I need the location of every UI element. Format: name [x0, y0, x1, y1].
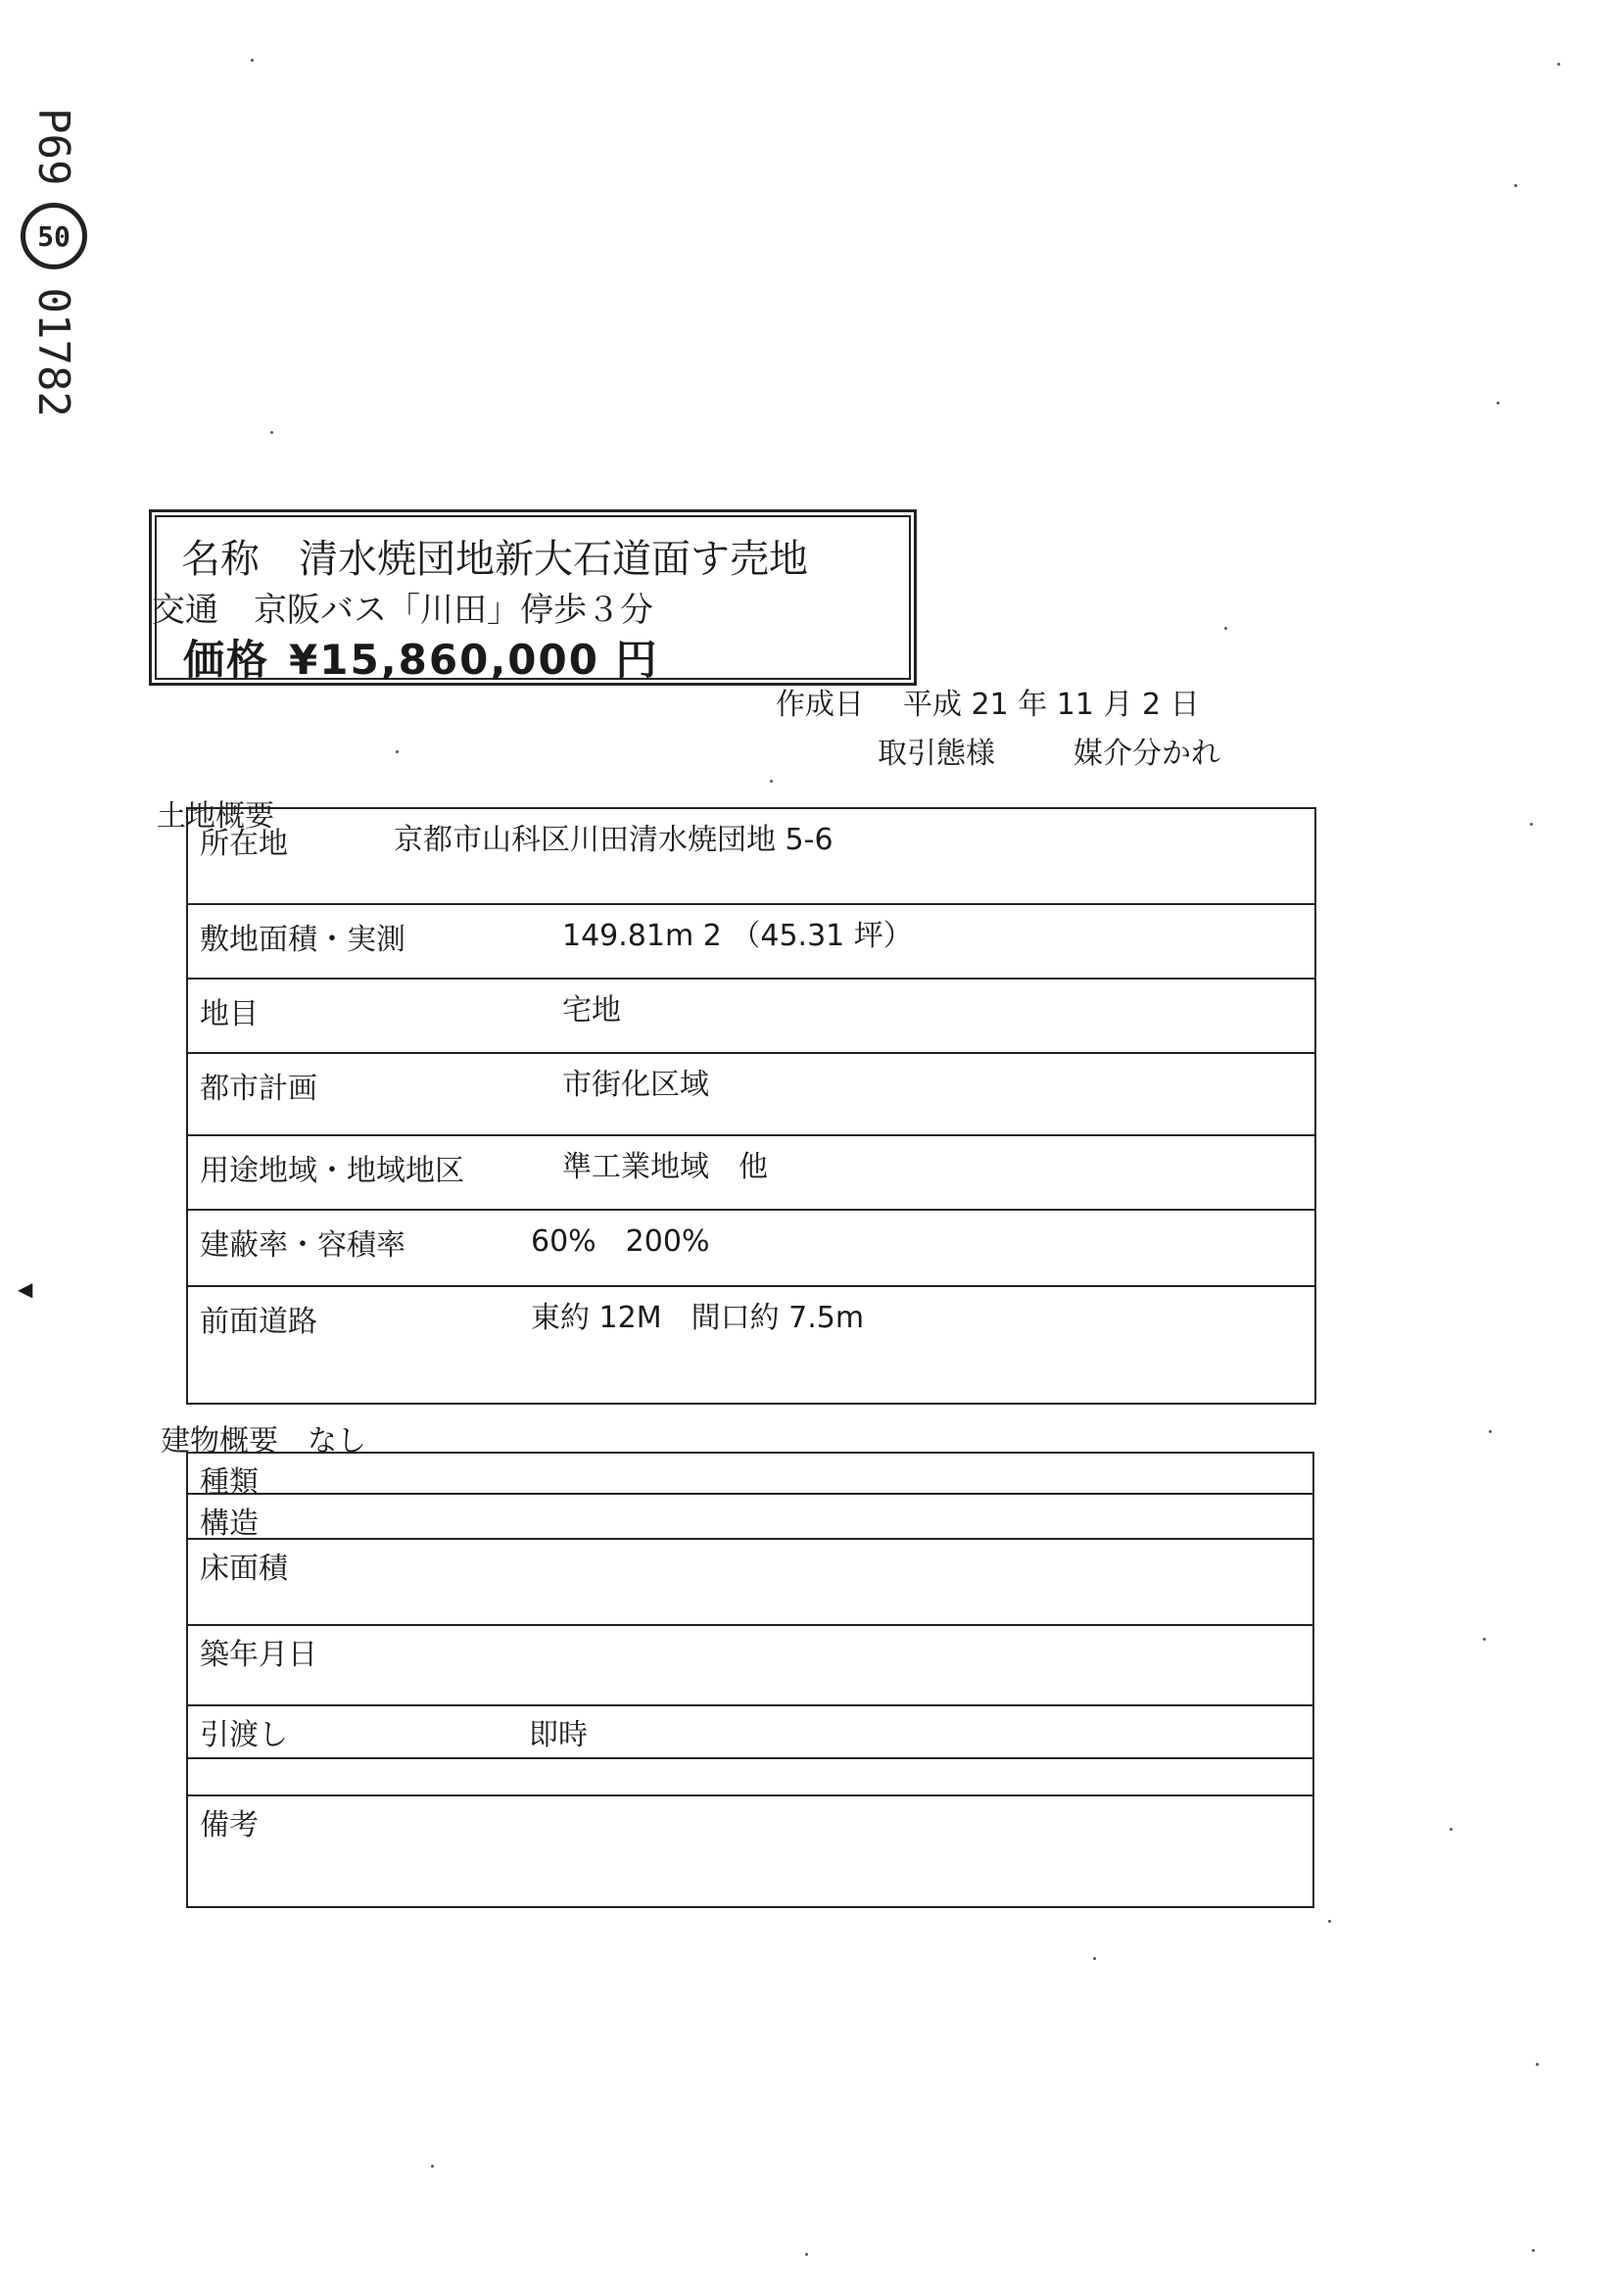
created-date: [776, 680, 1200, 723]
name-value: 清水焼団地新大石道面す売地: [299, 537, 808, 582]
row-value: 60% 200%: [531, 1224, 710, 1259]
scan-speck: [1497, 402, 1500, 405]
row-label: 前面道路: [200, 1305, 317, 1339]
land-row: [187, 904, 1315, 979]
scan-speck: [251, 59, 254, 62]
building-row: [187, 1705, 1313, 1758]
land-row: [187, 1210, 1315, 1286]
scan-speck: [805, 2253, 808, 2256]
row-label: 床面積: [200, 1552, 288, 1586]
building-row: [187, 1539, 1313, 1625]
building-title-value: なし: [308, 1424, 366, 1459]
row-label: 地目: [200, 997, 259, 1031]
land-section-title: 土地概要: [157, 799, 274, 834]
access-line: [152, 583, 653, 631]
price-value: ¥15,860,000 円: [289, 636, 659, 684]
created-value: 平成 21 年 11 月 2 日: [903, 688, 1200, 722]
transaction-type: [878, 729, 1220, 772]
row-value: 市街化区域: [562, 1068, 709, 1102]
scan-speck: [1093, 1957, 1096, 1960]
scan-speck: [1514, 184, 1517, 187]
transaction-value: 媒介分かれ: [1073, 737, 1220, 771]
land-row: [187, 808, 1315, 904]
scan-speck: [1536, 2063, 1539, 2066]
row-value: 準工業地域 他: [562, 1150, 768, 1184]
scan-speck: [770, 780, 773, 783]
row-label: 引渡し: [200, 1718, 288, 1752]
scan-speck: [1450, 1828, 1453, 1831]
row-label: 都市計画: [200, 1072, 317, 1106]
row-label: 構造: [200, 1507, 259, 1541]
created-label: 作成日: [776, 688, 864, 722]
land-row: [187, 979, 1315, 1053]
row-value: 即時: [529, 1718, 588, 1752]
scan-speck: [396, 750, 399, 753]
scan-speck: [270, 431, 273, 434]
scan-speck: [1532, 2249, 1535, 2252]
scan-speck: [431, 2165, 434, 2168]
row-value: 宅地: [562, 993, 621, 1028]
row-value: 東約 12M 間口約 7.5m: [531, 1301, 865, 1335]
property-header-box: [149, 509, 917, 686]
price-label: 価格: [183, 636, 270, 684]
row-label: 建蔽率・容積率: [200, 1228, 405, 1263]
access-label: 交通: [152, 591, 218, 630]
scan-speck: [1224, 627, 1227, 630]
row-label: 所在地: [200, 827, 288, 861]
row-label: 備考: [200, 1808, 259, 1842]
building-title: 建物概要: [161, 1424, 278, 1459]
doc-number-note: 01782: [28, 287, 79, 417]
side-arrow-mark: ◀: [18, 1277, 33, 1301]
row-value: 149.81m 2 （45.31 坪）: [562, 919, 913, 953]
land-row: [187, 1135, 1315, 1210]
land-row: [187, 1286, 1315, 1404]
access-value: 京阪バス「川田」停歩３分: [254, 591, 653, 630]
scan-speck: [1483, 1638, 1486, 1641]
margin-annotation: [10, 98, 98, 549]
building-table: [186, 1452, 1314, 1908]
building-row: [187, 1795, 1313, 1907]
scan-speck: [1328, 1920, 1331, 1923]
row-label: 築年月日: [200, 1638, 317, 1672]
scan-speck: [1530, 823, 1533, 826]
building-row: [187, 1758, 1313, 1795]
land-table: [186, 807, 1316, 1405]
building-row: [187, 1625, 1313, 1705]
circled-number: 50: [21, 203, 87, 269]
row-label: 種類: [200, 1465, 259, 1500]
scan-speck: [1557, 63, 1560, 66]
page-ref-note: P69: [28, 108, 79, 186]
row-value: 京都市山科区川田清水焼団地 5-6: [394, 823, 834, 857]
transaction-label: 取引態様: [878, 737, 995, 771]
name-label: 名称: [181, 537, 260, 582]
land-row: [187, 1053, 1315, 1135]
row-label: 用途地域・地域地区: [200, 1154, 464, 1188]
price-line: [183, 628, 659, 687]
row-label: 敷地面積・実測: [200, 923, 405, 957]
building-row: [187, 1494, 1313, 1539]
building-row: [187, 1453, 1313, 1500]
scan-speck: [1489, 1430, 1492, 1433]
property-name-line: [181, 528, 808, 584]
